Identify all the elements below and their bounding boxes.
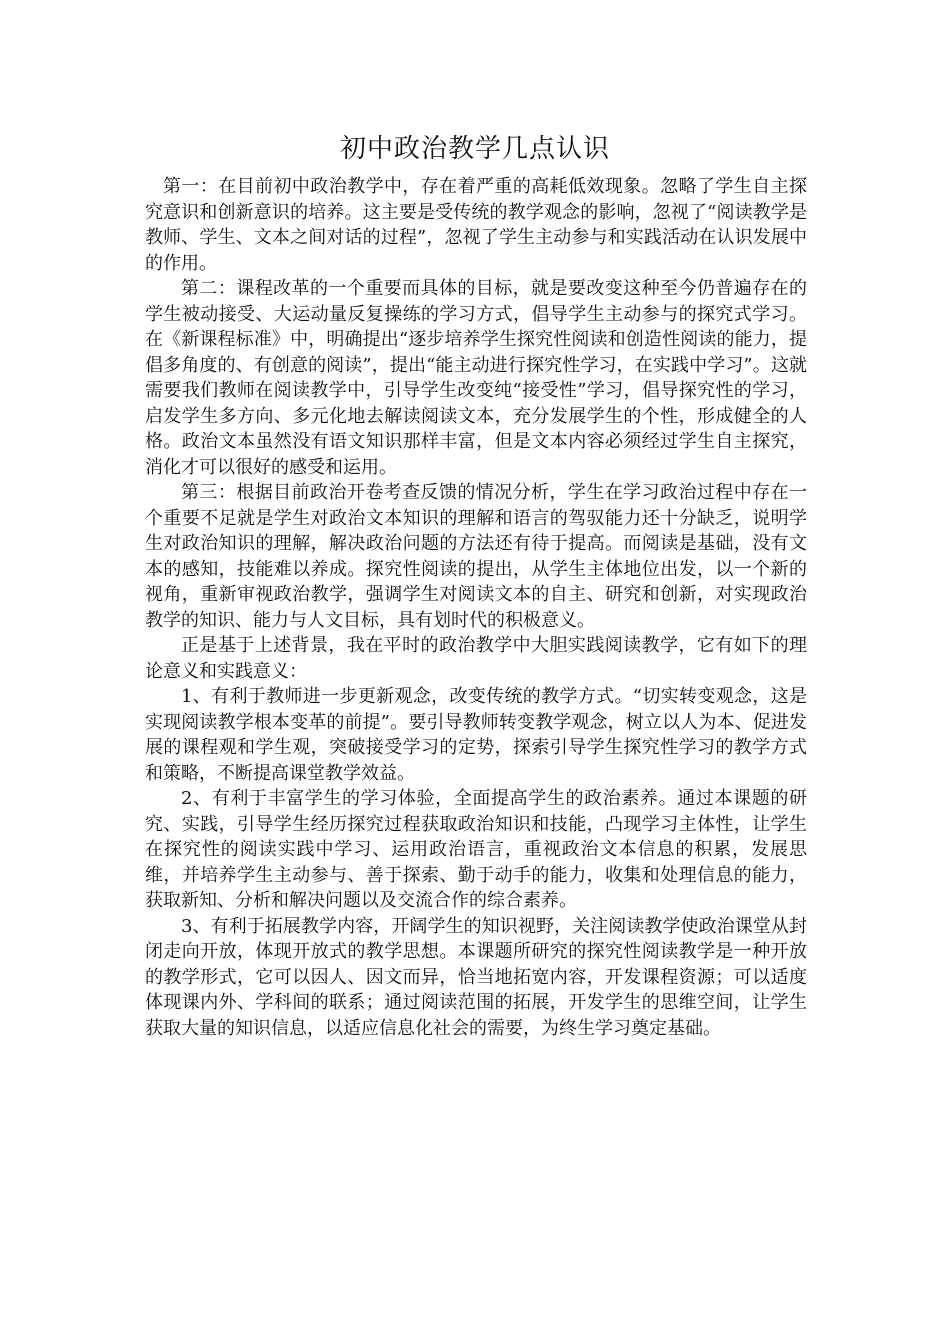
- paragraph-item-1: 1、有利于教师进一步更新观念，改变传统的教学方式。“切实转变观念，这是实现阅读教学根本变革的前提”。要引导教师转变教学观念，树立以人为本、促进发展的课程观和学生观，突破接受学习的定势，探索引导学生探究性学习的教学方式和策略，不断提高课堂教学效益。: [145, 686, 807, 784]
- paragraph-third-point: 第三：根据目前政治开卷考查反馈的情况分析，学生在学习政治过程中存在一个重要不足就是学生对政治文本知识的理解和语言的驾驭能力还十分缺乏，说明学生对政治知识的理解，解决政治问题的方法还有待于提高。而阅读是基础，没有文本的感知，技能难以养成。探究性阅读的提出，从学生主体地位出发，以一个新的视角，重新审视政治教学，强调学生对阅读文本的自主、研究和创新，对实现政治教学的知识、能力与人文目标，具有划时代的积极意义。: [145, 482, 807, 631]
- paragraph-item-2: 2、有利于丰富学生的学习体验，全面提高学生的政治素养。通过本课题的研究、实践，引导学生经历探究过程获取政治知识和技能，凸现学习主体性，让学生在探究性的阅读实践中学习、运用政治语言，重视政治文本信息的积累，发展思维，并培养学生主动参与、善于探索、勤于动手的能力，收集和处理信息的能力，获取新知、分析和解决问题以及交流合作的综合素养。: [145, 788, 807, 911]
- paragraph-item-3: 3、有利于拓展教学内容，开阔学生的知识视野，关注阅读教学使政治课堂从封闭走向开放，体现开放式的教学思想。本课题所研究的探究性阅读教学是一种开放的教学形式，它可以因人、因文而异，恰当地拓宽内容，开发课程资源；可以适度体现课内外、学科间的联系；通过阅读范围的拓展，开发学生的思维空间，让学生获取大量的知识信息，以适应信息化社会的需要，为终生学习奠定基础。: [145, 915, 807, 1039]
- document-title: 初中政治教学几点认识: [339, 134, 610, 164]
- paragraph-second-point: 第二：课程改革的一个重要而具体的目标，就是要改变这种至今仍普遍存在的学生被动接受、大运动量反复操练的学习方式，倡导学生主动参与的探究式学习。在《新课程标准》中，明确提出“逐步培养学生探究性阅读和创造性阅读的能力，提倡多角度的、有创意的阅读”，提出“能主动进行探究性学习，在实践中学习”。这就需要我们教师在阅读教学中，引导学生改变纯“接受性”学习，倡导探究性的学习，启发学生多方向、多元化地去解读阅读文本，充分发展学生的个性，形成健全的人格。政治文本虽然没有语文知识那样丰富，但是文本内容必须经过学生自主探究，消化才可以很好的感受和运用。: [145, 278, 807, 478]
- paragraph-first-point: 第一：在目前初中政治教学中，存在着严重的高耗低效现象。忽略了学生自主探究意识和创新意识的培养。这主要是受传统的教学观念的影响，忽视了“阅读教学是教师、学生、文本之间对话的过程”，忽视了学生主动参与和实践活动在认识发展中的作用。: [145, 176, 807, 274]
- paragraph-background: 正是基于上述背景，我在平时的政治教学中大胆实践阅读教学，它有如下的理论意义和实践意义：: [145, 635, 807, 682]
- document-body: [145, 174, 807, 1041]
